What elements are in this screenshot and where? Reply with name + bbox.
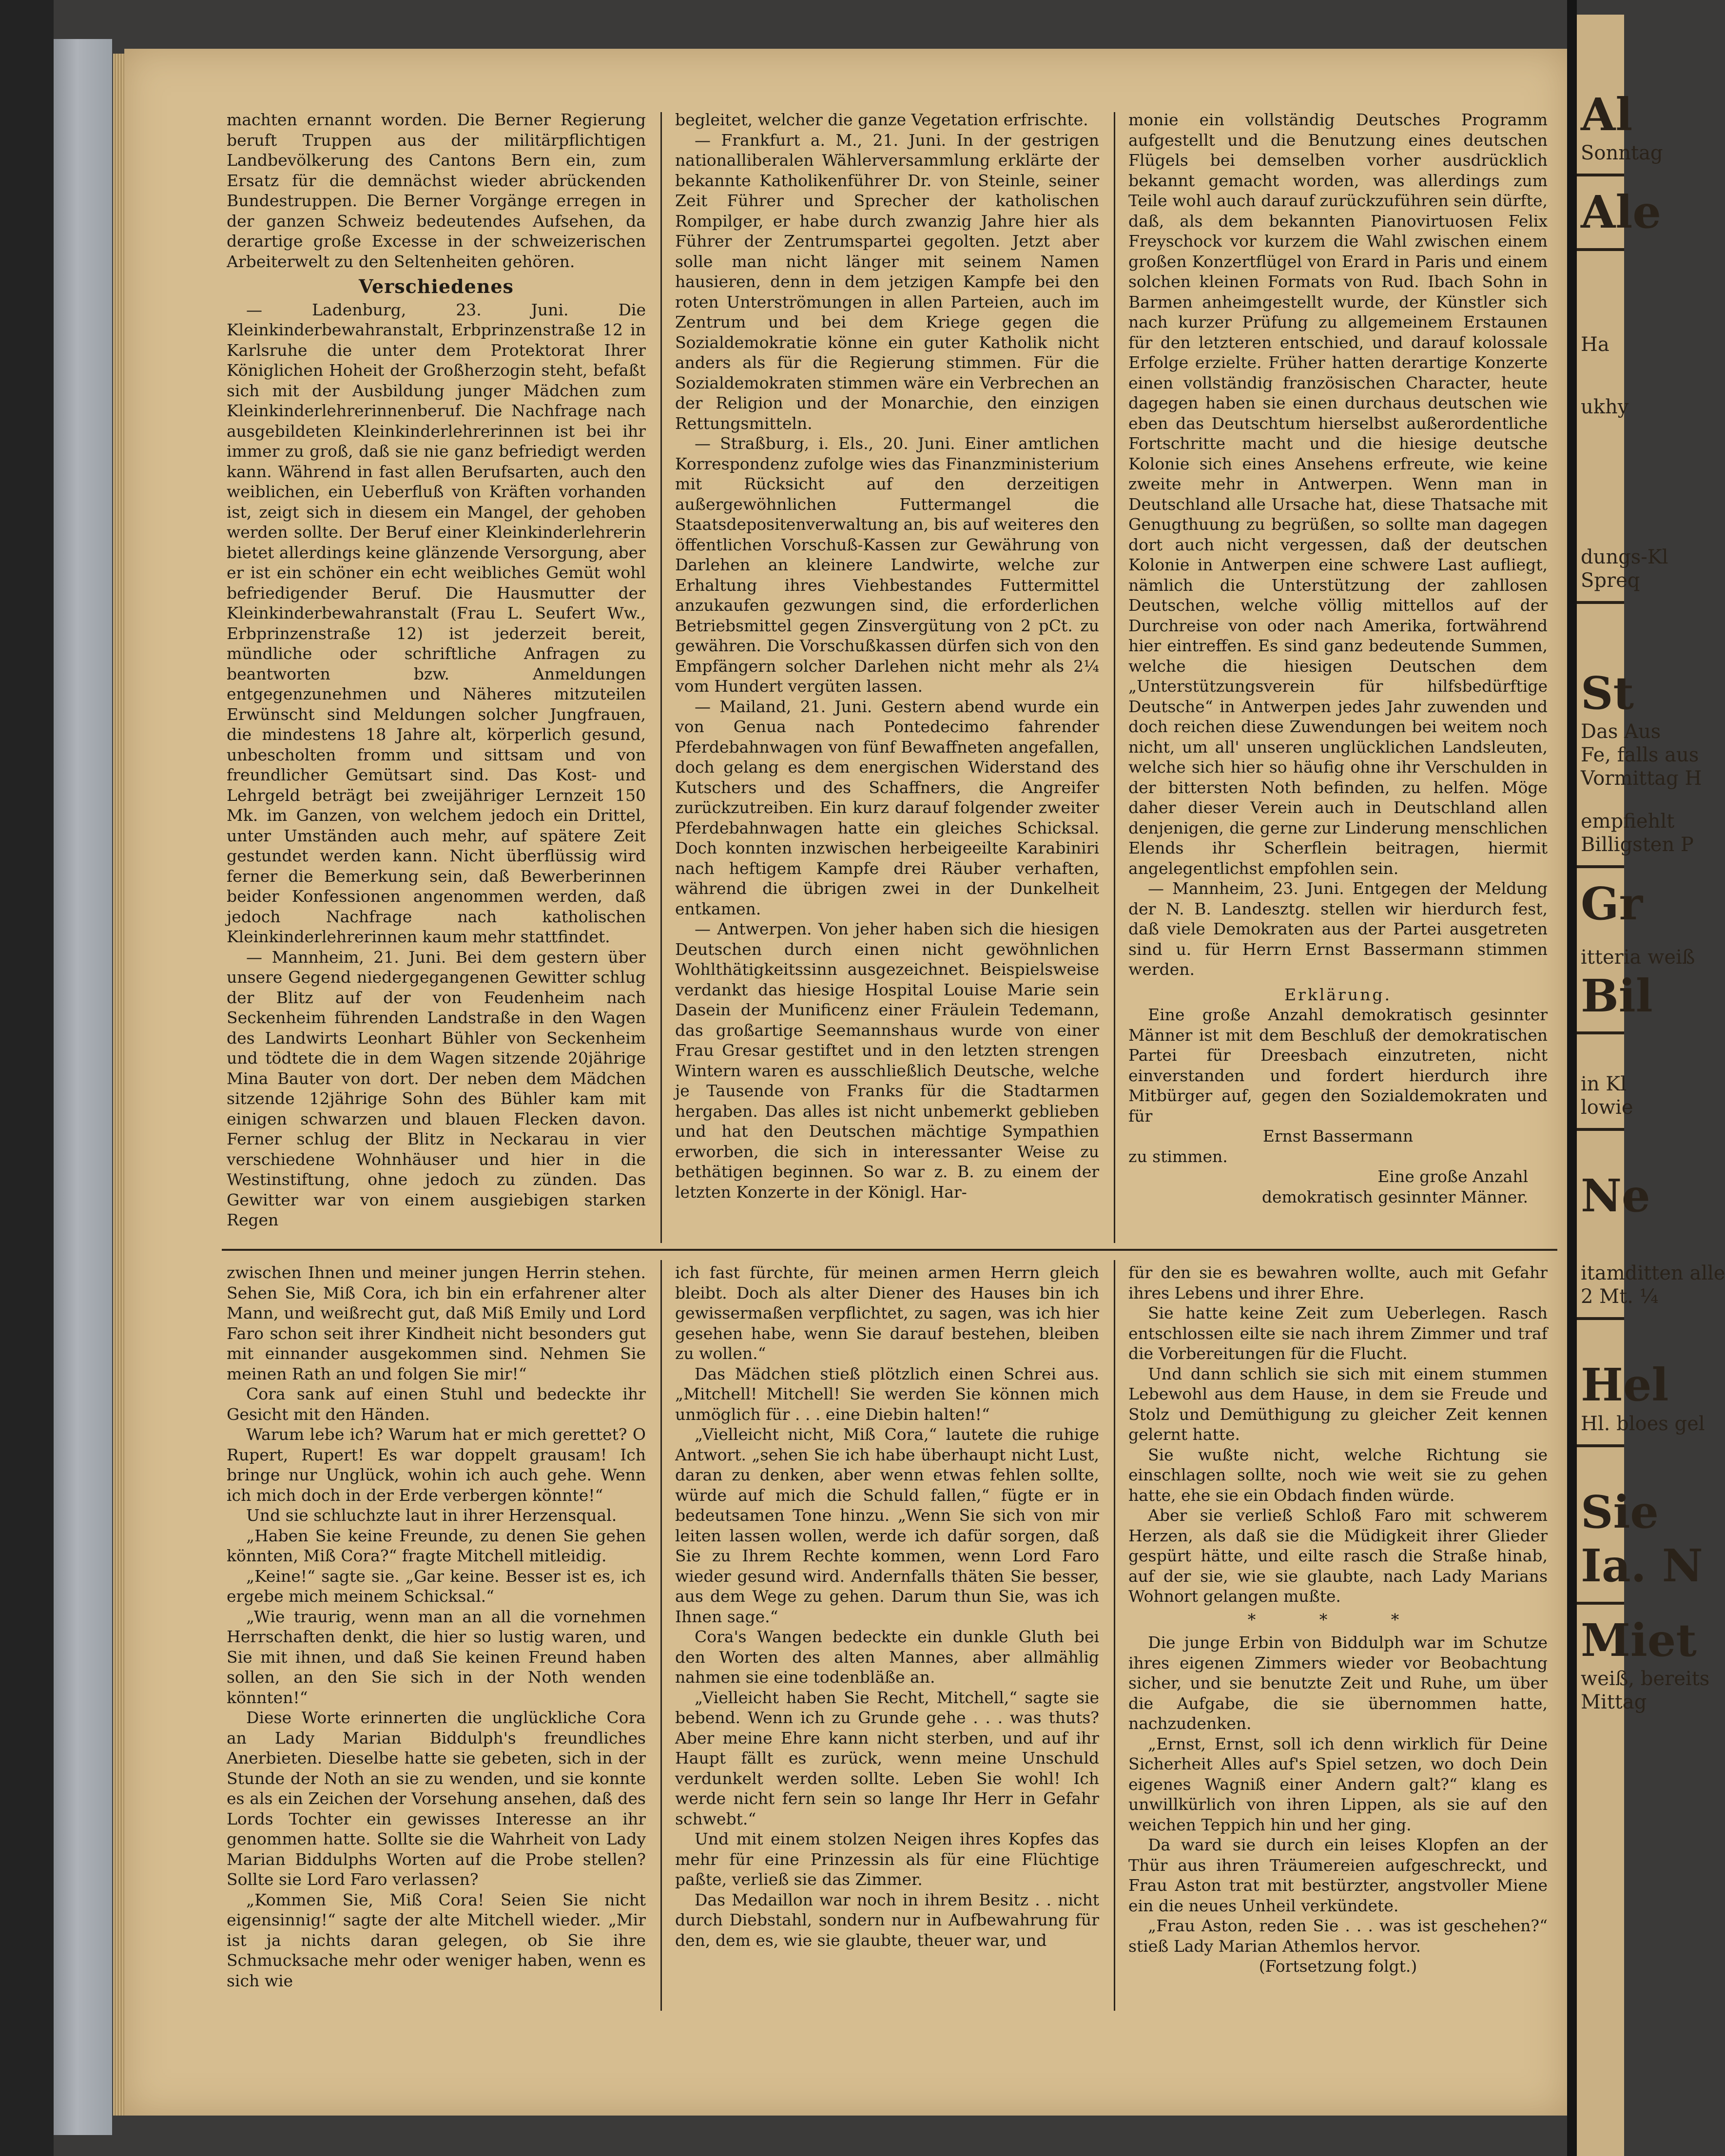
serial-paragraph: Aber sie verließ Schloß Faro mit schwerem Herzen, als daß sie die Müdigkeit ihrer Glieder gespürt hätte, und eilte rasch die Straße hinab, auf der sie, wie sie glaubte, nach Lady Marians Wohnort gelangen mußte. <box>1128 1506 1548 1606</box>
background-left <box>0 0 54 2156</box>
right-frag: in Kl <box>1581 1072 1627 1095</box>
serial-paragraph: „Frau Aston, reden Sie . . . was ist geschehen?“ stieß Lady Marian Athemlos hervor. <box>1128 1916 1548 1956</box>
right-frag: Ha <box>1581 333 1609 356</box>
right-frag: Spreq <box>1581 569 1640 592</box>
news-paragraph: — Mannheim, 21. Juni. Bei dem gestern über unsere Gegend niedergegangenen Gewitter schlug der Blitz auf der von Feudenheim nach Seckenheim führenden Landstraße in den Wagen des Landwirts Leonhart Bühler von Seckenheim und tödtete die in dem Wagen sitzende 20jährige Mina Bauter von dort. Der neben dem Mädchen sitzende 12jährige Sohn des Bühler kam mit einigen schwarzen und blauen Flecken davon. Ferner schlug der Blitz in Neckarau in vier verschiedene Wohnhäuser und hier in die Westinstiftung, ohne jedoch zu zünden. Das Gewitter war von einem ausgiebigen starken Regen <box>227 947 646 1229</box>
right-frag: Ia. N <box>1581 1539 1703 1593</box>
adjacent-page <box>1577 15 1725 2156</box>
right-frag: ukhy <box>1581 395 1629 418</box>
serial-paragraph: „Vielleicht haben Sie Recht, Mitchell,“ sagte sie bebend. Wenn ich zu Grunde gehe . . . was thuts? Aber meine Ehre kann nicht sterben, und auf ihr Haupt fällt es zurück, wenn meine Unschuld verdunkelt werden sollte. Leben Sie wohl! Ich werde nicht fern sein so lange Ihr Herr in Gefahr schwebt.“ <box>675 1688 1099 1828</box>
right-frag: Billigsten P <box>1581 834 1694 856</box>
news-paragraph: — Ladenburg, 23. Juni. Die Kleinkinderbewahranstalt, Erbprinzenstraße 12 in Karlsruhe die unter dem Protektorat Ihrer Königlichen Hoheit der Großherzogin steht, befaßt sich mit der Ausbildung junger Mädchen zum Kleinkinderlehrerinnenberuf. Die Nachfrage nach ausgebildeten Kleinkinderlehrerinnen ist bei ihr immer zu groß, daß sie nie ganz befriedigt werden kann. Während in fast allen Berufsarten, auch den weiblichen, ein Ueberfluß von Kräften vorhanden ist, zeigt sich in diesem ein Mangel, der gehoben werden sollte. Der Beruf einer Kleinkinderlehrerin bietet allerdings keine glänzende Versorgung, aber er ist ein schöner ein echt weibliches Gemüt wohl befriedigender Beruf. Die Hausmutter der Kleinkinderbewahranstalt (Frau L. Seufert Ww., Erbprinzenstraße 12) ist jederzeit bereit, mündliche oder schriftliche Anfragen zu beantworten bzw. Anmeldungen entgegenzunehmen und Näheres mitzuteilen Erwünscht sind Meldungen solcher Jungfrauen, die mindestens 18 Jahre alt, körperlich gesund, unbescholten fromm und sittsam und von freundlicher Gemütsart sind. Das Kost- und Lehrgeld beträgt bei zweijähriger Lernzeit 150 Mk. im Ganzen, von welchem jedoch ein Drittel, unter Umständen auch mehr, auf spätere Zeit gestundet werden kann. Nicht überflüssig wird ferner die Bemerkung sein, daß Bewerberinnen beider Konfessionen angenommen werden, daß jedoch Nachfrage nach katholischen Kleinkinderlehrerinnen kaum mehr stattfindet. <box>227 300 646 946</box>
column-rule <box>660 1260 662 2011</box>
serial-paragraph: Das Medaillon war noch in ihrem Besitz . . nicht durch Diebstahl, sondern nur in Aufbewahrung für den, dem es, wie sie glaubte, theuer war, und <box>675 1890 1099 1950</box>
serial-paragraph: Da ward sie durch ein leises Klopfen an der Thür aus ihren Träumereien aufgeschreckt, und Frau Aston trat mit bestürzter, angstvoller Miene ein die neues Unheil verkündete. <box>1128 1835 1548 1915</box>
serial-paragraph: „Vielleicht nicht, Miß Cora,“ lautete die ruhige Antwort. „sehen Sie ich habe überhaupt nicht Lust, daran zu denken, aber wenn etwas fehlen sollte, würde auf mich die Schuld fallen,“ fügte er in bedeutsamen Tone hinzu. „Wenn Sie sich von mir leiten lassen wollen, werde ich dafür sorgen, daß Sie zu Ihrem Rechte kommen, wenn Lord Faro wieder gesund wird. Andernfalls thäten Sie besser, aus dem Wege zu gehen. Darum thun Sie, was ich Ihnen sage.“ <box>675 1425 1099 1626</box>
right-frag: Bil <box>1581 969 1653 1022</box>
section-heading: Verschiedenes <box>359 275 514 297</box>
column-rule <box>1114 112 1115 1243</box>
serial-paragraph: Cora's Wangen bedeckte ein dunkle Gluth bei den Worten des alten Mannes, aber allmählig nahmen sie eine todenbläße an. <box>675 1627 1099 1687</box>
serial-paragraph: „Keine!“ sagte sie. „Gar keine. Besser ist es, ich ergebe mich meinem Schicksal.“ <box>227 1566 646 1606</box>
right-frag: Gr <box>1581 877 1643 931</box>
serial-paragraph: Das Mädchen stieß plötzlich einen Schrei aus. „Mitchell! Mitchell! Sie werden Sie können mich unmöglich für . . . eine Diebin halten!“ <box>675 1364 1099 1424</box>
column-rule <box>660 112 662 1243</box>
right-frag: Mittag <box>1581 1690 1647 1713</box>
book-binding <box>54 39 112 2135</box>
signature-line: demokratisch gesinnter Männer. <box>1261 1187 1528 1206</box>
serial-paragraph: Warum lebe ich? Warum hat er mich gerettet? O Rupert, Rupert! Es war doppelt grausam! Ich bringe nur Unglück, wohin ich auch gehe. Wenn ich mich doch in der Erde verbergen könnte!“ <box>227 1425 646 1505</box>
news-paragraph: — Antwerpen. Von jeher haben sich die hiesigen Deutschen durch einen nicht gewöhnlichen Wohlthätigkeitssinn ausgezeichnet. Beispielsweise verdankt das hiesige Hospital Louise Marie sein Dasein der Munificenz einer Fräulein Tedemann, das großartige Seemannshaus wurde von einer Frau Gresar gestiftet und in den letzten strengen Wintern waren es ausschließlich Deutsche, welche je Tausende von Franks für die Stadtarmen hergaben. Das alles ist nicht unbemerkt geblieben und hat den Deutschen mächtige Sympathien erworben, die sich in interessanter Weise zu bethätigen beginnen. So war z. B. zu einem der letzten Konzerte in der Königl. Har- <box>675 919 1099 1202</box>
right-frag: itamditten alle <box>1581 1262 1725 1285</box>
serial-paragraph: ich fast fürchte, für meinen armen Herrn gleich bleibt. Doch als alter Diener des Hauses bin ich gewissermaßen verpflichtet, zu sagen, was ich hier gesehen habe, wenn Sie darauf bestehen, bleiben zu wollen.“ <box>675 1263 1099 1363</box>
candidate-name: Ernst Bassermann <box>1262 1127 1414 1146</box>
serial-paragraph: Und mit einem stolzen Neigen ihres Kopfes das mehr für eine Prinzessin als für eine Flüchtige paßte, verließ sie das Zimmer. <box>675 1829 1099 1889</box>
right-frag: Sie <box>1581 1485 1659 1538</box>
right-frag: Al <box>1581 88 1633 141</box>
serial-paragraph: Cora sank auf einen Stuhl und bedeckte ihr Gesicht mit den Händen. <box>227 1384 646 1424</box>
signature-line: Eine große Anzahl <box>1377 1167 1528 1186</box>
right-frag: Fe, falls aus <box>1581 744 1699 767</box>
news-paragraph: — Mailand, 21. Juni. Gestern abend wurde ein von Genua nach Pontedecimo fahrender Pferdebahnwagen von fünf Bewaffneten angefallen, doch gelang es dem energischen Widerstand des Kutschers und des Schaffners, die Angreifer zurückzutreiben. Ein kurz darauf folgender zweiter Pferdebahnwagen hatte ein gleiches Schicksal. Doch konnten inzwischen herbeigeeilte Karabiniri nach heftigem Kampfe drei Räuber verhaften, während die übrigen zwei in der Dunkelheit entkamen. <box>675 697 1099 918</box>
right-frag: Hel <box>1581 1359 1669 1412</box>
right-frag: St <box>1581 666 1634 719</box>
serial-paragraph: Und dann schlich sie sich mit einem stummen Lebewohl aus dem Hause, in dem sie Freude und Stolz und Demüthigung zu gleicher Zeit kennen gelernt hatte. <box>1128 1364 1548 1444</box>
news-paragraph: — Mannheim, 23. Juni. Entgegen der Meldung der N. B. Landesztg. stellen wir hierdurch fest, daß viele Demokraten aus der Partei ausgetreten sind u. für Herrn Ernst Bassermann stimmen werden. <box>1128 879 1548 979</box>
news-paragraph: begleitet, welcher die ganze Vegetation erfrischte. <box>675 110 1088 129</box>
section-break-stars: * * * <box>1247 1610 1429 1629</box>
news-paragraph: — Frankfurt a. M., 21. Juni. In der gestrigen nationalliberalen Wählerversammlung erklärte der bekannte Katholikenführer Dr. von Steinle, seiner Zeit Führer und Sprecher der katholischen Rompilger, er habe durch zwanzig Jahre hier als Führer der Zentrumspartei gegolten. Jetzt aber solle man nicht länger mit seinem Namen hausieren, denn in dem jetzigen Kampfe bei den roten Unterströmungen in allen Parteien, auch im Zentrum und bei dem Kriege gegen die Sozialdemokratie könne ein guter Katholik nicht anders als für die Regierung stimmen. Für die Sozialdemokraten stimmen wäre ein Verbrechen an der Religion und der Monarchie, den einzigen Rettungsmitteln. <box>675 130 1099 433</box>
right-frag: empfiehlt <box>1581 810 1675 833</box>
news-column-2 <box>675 110 1099 1202</box>
right-frag: dungs-Kl <box>1581 545 1668 568</box>
serial-paragraph: Sie wußte nicht, welche Richtung sie einschlagen sollte, noch wie weit sie zu gehen hatte, ehe sie ein Obdach finden würde. <box>1128 1445 1548 1505</box>
right-frag: itteria weiß <box>1581 946 1695 969</box>
news-paragraph: — Straßburg, i. Els., 20. Juni. Einer amtlichen Korrespondenz zufolge wies das Finanzministerium mit Rücksicht auf den derzeitigen außergewöhnlichen Futtermangel die Staatsdepositenverwaltung an, bis auf weiteres den öffentlichen Vorschuß-Kassen zur Gewährung von Darlehen an kleinere Landwirte, welche zur Erhaltung ihres Viehbestandes Futtermittel anzukaufen gezwungen sind, die erforderlichen Betriebsmittel gegen Zinsvergütung von 2 pCt. zu gewähren. Die Vorschußkassen dürfen sich von den Empfängern solcher Darlehen nicht mehr als 2¼ vom Hundert vergüten lassen. <box>675 434 1099 696</box>
serial-paragraph: für den sie es bewahren wollte, auch mit Gefahr ihres Lebens und ihrer Ehre. <box>1128 1263 1548 1302</box>
news-column-3 <box>1128 110 1548 1207</box>
feuilleton-divider <box>222 1249 1557 1251</box>
serial-column-2 <box>675 1263 1099 1950</box>
declaration-heading: Erklärung. <box>1284 985 1392 1004</box>
serial-paragraph: „Wie traurig, wenn man an all die vornehmen Herrschaften denkt, die hier so lustig waren, und Sie mit ihnen, und daß Sie keinen Freund haben sollen, an den Sie sich in der Noth wenden könnten!“ <box>227 1607 646 1707</box>
right-frag: Ale <box>1581 186 1661 239</box>
right-frag: Miet <box>1581 1613 1697 1667</box>
right-frag: Hl. bloes gel <box>1581 1412 1705 1435</box>
serial-paragraph: „Haben Sie keine Freunde, zu denen Sie gehen könnten, Miß Cora?“ fragte Mitchell mitleidig. <box>227 1526 646 1565</box>
serial-paragraph: Und sie schluchzte laut in ihrer Herzensqual. <box>246 1506 617 1525</box>
serial-paragraph: zwischen Ihnen und meiner jungen Herrin stehen. Sehen Sie, Miß Cora, ich bin ein erfahrener alter Mann, und weißrecht gut, daß Miß Emily und Lord Faro schon seit ihrer Kindheit nicht besonders gut mit einnander ausgekommen sind. Nehmen Sie meinen Rath an und folgen Sie mir!“ <box>227 1263 646 1383</box>
news-paragraph: zu stimmen. <box>1128 1146 1228 1166</box>
serial-column-1 <box>227 1263 646 1991</box>
right-frag: lowie <box>1581 1096 1633 1119</box>
right-frag: Vormittag H <box>1581 767 1702 790</box>
right-frag: Das Aus <box>1581 720 1661 743</box>
news-paragraph: monie ein vollständig Deutsches Programm aufgestellt und die Benutzung eines deutschen Flügels bei demselben vorher ausdrücklich bekannt gemacht worden, was allerdings zum Teile wohl auch darauf zurückzuführen sein dürfte, daß, als dem bekannten Pianovirtuosen Felix Freyschock vor kurzem die Wahl zwischen einem großen Konzertflügel von Erard in Paris und einem solchen kleinen Formats von Rud. Ibach Sohn in Barmen anheimgestellt wurde, der Künstler sich nach kurzer Prüfung zu allgemeinem Erstaunen für den letzteren entschied, und darauf kolossale Erfolge erzielte. Früher hatten derartige Konzerte einen vollständig französischen Character, heute dagegen haben sie einen durchaus deutschen wie eben das Deutschtum hierselbst außerordentliche Fortschritte macht und die hiesige deutsche Kolonie sich eines Ansehens erfreute, wie keine zweite mehr in Antwerpen. Wenn man in Deutschland alle Ursache hat, diese Thatsache mit Genugthuung zu begrüßen, so sollte man dagegen dort auch nicht vergessen, daß der deutschen Kolonie in Antwerpen eine schwere Last aufliegt, nämlich die Unterstützung der zahllosen Deutschen, welche völlig mittellos auf der Durchreise von oder nach Amerika, fortwährend hier eintreffen. Es sind ganz bedeutende Summen, welche die hiesigen Deutschen dem „Unterstützungsverein für hilfsbedürftige Deutsche“ in Antwerpen jedes Jahr zuwenden und doch reichen diese Zuwendungen bei weitem noch nicht, um all' unseren unglücklichen Landsleuten, welche sich hier so häufig ohne ihr Verschulden in der bittersten Noth befinden, zu helfen. Möge daher dieser Verein auch in Deutschland allen denjenigen, die gerne zur Linderung menschlichen Elends ihr Scherflein beitragen, hiermit angelegentlichst empfohlen sein. <box>1128 110 1548 878</box>
news-column-1 <box>227 110 646 1230</box>
right-frag: Sonntag <box>1581 142 1663 165</box>
serial-paragraph: „Ernst, Ernst, soll ich denn wirklich für Deine Sicherheit Alles auf's Spiel setzen, wo doch Dein eigenes Wagniß einer Andern galt?“ klang es unwillkürlich von ihren Lippen, als sie auf den weichen Teppich hin und her ging. <box>1128 1734 1548 1834</box>
serial-paragraph: Sie hatte keine Zeit zum Ueberlegen. Rasch entschlossen eilte sie nach ihrem Zimmer und traf die Vorbereitungen für die Flucht. <box>1128 1303 1548 1363</box>
serial-paragraph: „Kommen Sie, Miß Cora! Seien Sie nicht eigensinnig!“ sagte der alte Mitchell wieder. „Mir ist ja nichts daran gelegen, ob Sie ihre Schmucksache mehr oder weniger haben, wenn es sich wie <box>227 1890 646 1990</box>
book-gutter <box>1567 0 1577 2156</box>
right-frag: Ne <box>1581 1169 1650 1222</box>
right-frag: 2 Mt. ¼ <box>1581 1285 1659 1308</box>
serial-paragraph: Diese Worte erinnerten die unglückliche Cora an Lady Marian Biddulph's freundliches Anerbieten. Dieselbe hatte sie gebeten, sich in der Stunde der Noth an sie zu wenden, und sie konnte es als ein Zeichen der Vorsehung ansehen, daß des Lords Tochter ein gewisses Interesse an ihr genommen hatte. Sollte sie die Wahrheit von Lady Marian Biddulphs Worten auf die Probe stellen? Sollte sie Lord Faro verlassen? <box>227 1708 646 1889</box>
serial-column-3 <box>1128 1263 1548 1977</box>
serial-paragraph: Die junge Erbin von Biddulph war im Schutze ihres eigenen Zimmers wieder vor Beobachtung sicher, und sie benutzte Zeit und Ruhe, um über die Aufgabe, die sie übernommen hatte, nachzudenken. <box>1128 1633 1548 1733</box>
right-frag: weiß, bereits <box>1581 1667 1710 1690</box>
news-paragraph: machten ernannt worden. Die Berner Regierung beruft Truppen aus der militärpflichtigen Landbevölkerung des Cantons Bern ein, zum Ersatz für die demnächst wieder abrückenden Bundestruppen. Die Berner Vorgänge erregen in der ganzen Schweiz bedeutendes Aufsehen, da derartige große Excesse in der schweizerischen Arbeiterwelt zu den Seltenheiten gehören. <box>227 110 646 271</box>
column-rule <box>1114 1260 1115 2011</box>
news-paragraph: Eine große Anzahl demokratisch gesinnter Männer ist mit dem Beschluß der demokratischen Partei für Dreesbach einzutreten, nicht einverstanden und fordert hierdurch ihre Mitbürger auf, gegen den Sozialdemokraten und für <box>1128 1005 1548 1126</box>
continuation-note: (Fortsetzung folgt.) <box>1259 1957 1417 1976</box>
